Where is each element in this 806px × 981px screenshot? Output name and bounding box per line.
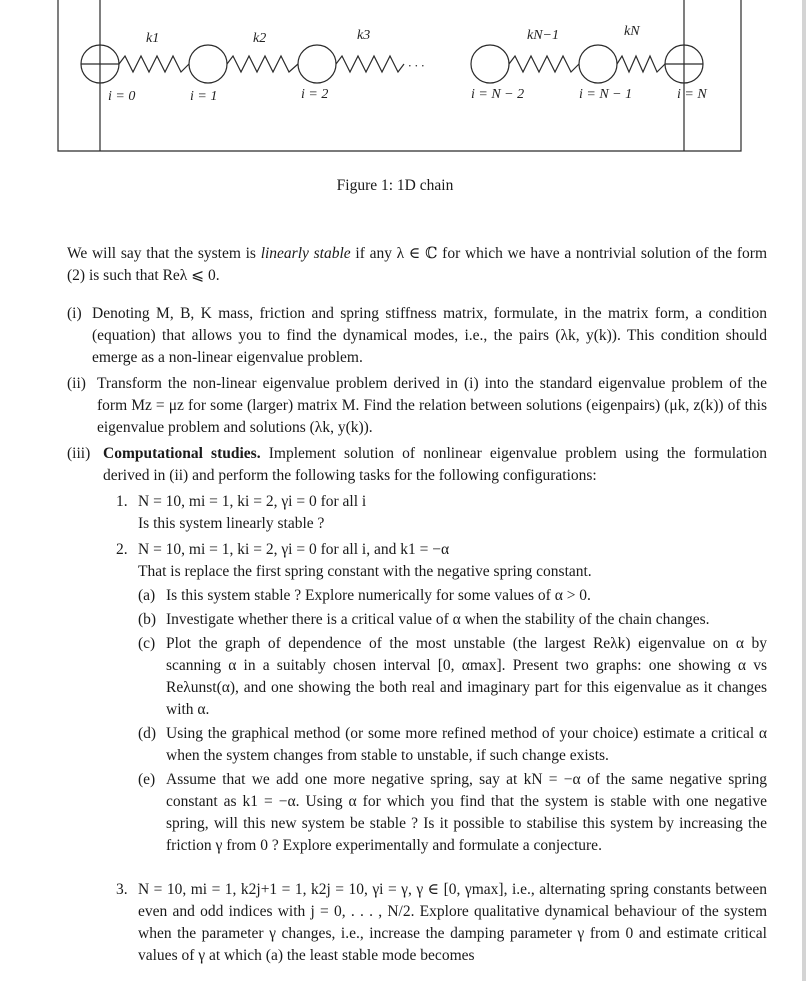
label-kn: kN [624,24,640,39]
task-2-config: N = 10, mi = 1, ki = 2, γi = 0 for all i, and k1 = −α [138,541,450,558]
stability-definition: We will say that the system is linearly stable if any λ ∈ ℂ for which we have a nontrivial solution of the form (2) is such that Reλ ⩽ 0. [67,245,768,284]
label-i0: i = 0 [108,89,136,104]
spring-2 [227,56,298,72]
item-ii-label: (ii) [67,375,86,392]
spring-1 [119,56,189,72]
label-i2: i = 2 [301,87,329,102]
task-2d-label: (d) [138,725,157,742]
task-2-number: 2. [116,541,128,558]
task-2a-label: (a) [138,587,156,604]
label-i1: i = 1 [190,89,218,104]
mass-2 [298,45,336,83]
task-2d-text: Using the graphical method (or some more refined method of your choice) estimate a critical α when the system changes from stable to unstable, if such change exists. [166,725,767,764]
label-k3: k3 [357,28,371,43]
task-2-intro: That is replace the first spring constant with the negative spring constant. [138,563,592,580]
label-in-2: i = N − 2 [471,87,525,102]
task-1-question: Is this system linearly stable ? [138,515,325,532]
task-2a-text: Is this system stable ? Explore numerically for some values of α > 0. [166,587,591,604]
task-2c-label: (c) [138,635,156,652]
figure-caption: Figure 1: 1D chain [336,177,454,194]
label-k1: k1 [146,31,160,46]
label-k2: k2 [253,31,267,46]
label-kn-1: kN−1 [527,28,559,43]
label-in: i = N [677,87,707,102]
label-in-1: i = N − 1 [579,87,633,102]
spring-n [617,56,665,72]
item-ii-text: Transform the non-linear eigenvalue problem derived in (i) into the standard eigenvalue problem of the form Mz = μz for some (larger) matrix M. Find the relation between solutions (eigenpairs) (μk, z(k)) of this eigenvalue problem and solutions (λk, y(k)). [97,375,767,436]
mass-1 [189,45,227,83]
task-2e-label: (e) [138,771,156,788]
task-2c-text: Plot the graph of dependence of the most unstable (the largest Reλk) eigenvalue on α by scanning α in a suitably chosen interval [0, αmax]. Present two graphs: one showing α vs Reλunst(α), and one showing the both real and imaginary part for this eigenvalue as it changes with α. [166,635,767,718]
task-2b-label: (b) [138,611,157,628]
spring-3 [336,56,404,72]
mass-n-1 [579,45,617,83]
item-iii-text: Computational studies. Implement solution of nonlinear eigenvalue problem using the formulation derived in (ii) and perform the following tasks for the following configurations: [103,445,768,484]
task-1-config: N = 10, mi = 1, ki = 2, γi = 0 for all i [138,493,367,510]
task-3-text: N = 10, mi = 1, k2j+1 = 1, k2j = 10, γi = γ, γ ∈ [0, γmax], i.e., alternating spring constants between even and odd indices with j = 0, . . . , N/2. Explore qualitative dynamical behaviour of the system when the parameter γ changes, i.e., increase the damping parameter γ from 0 and estimate critical values of γ at which (a) the least stable mode becomes [138,881,767,964]
mass-n-2 [471,45,509,83]
chain-figure [0,0,806,160]
figure-frame [58,0,741,151]
task-2e-text: Assume that we add one more negative spring, say at kN = −α of the same negative spring constant as k1 = −α. Using α for which you find that the system is stable with one negative spring, will this new system be stable ? Is it possible to stabilise this system by increasing the friction γ from 0 ? Explore experimentally and formulate a conjecture. [166,771,767,854]
ellipsis: · · · [408,58,425,73]
task-1-number: 1. [116,493,128,510]
item-iii-label: (iii) [67,445,91,462]
task-3-number: 3. [116,881,128,898]
spring-n-1 [509,56,579,72]
scrollbar-track[interactable] [802,0,806,981]
item-i-label: (i) [67,305,82,322]
item-i-text: Denoting M, B, K mass, friction and spring stiffness matrix, formulate, in the matrix form, a condition (equation) that allows you to find the dynamical modes, i.e., the pairs (λk, y(k)). This condition should emerge as a non-linear eigenvalue problem. [92,305,767,366]
task-2b-text: Investigate whether there is a critical value of α when the stability of the chain changes. [166,611,710,628]
